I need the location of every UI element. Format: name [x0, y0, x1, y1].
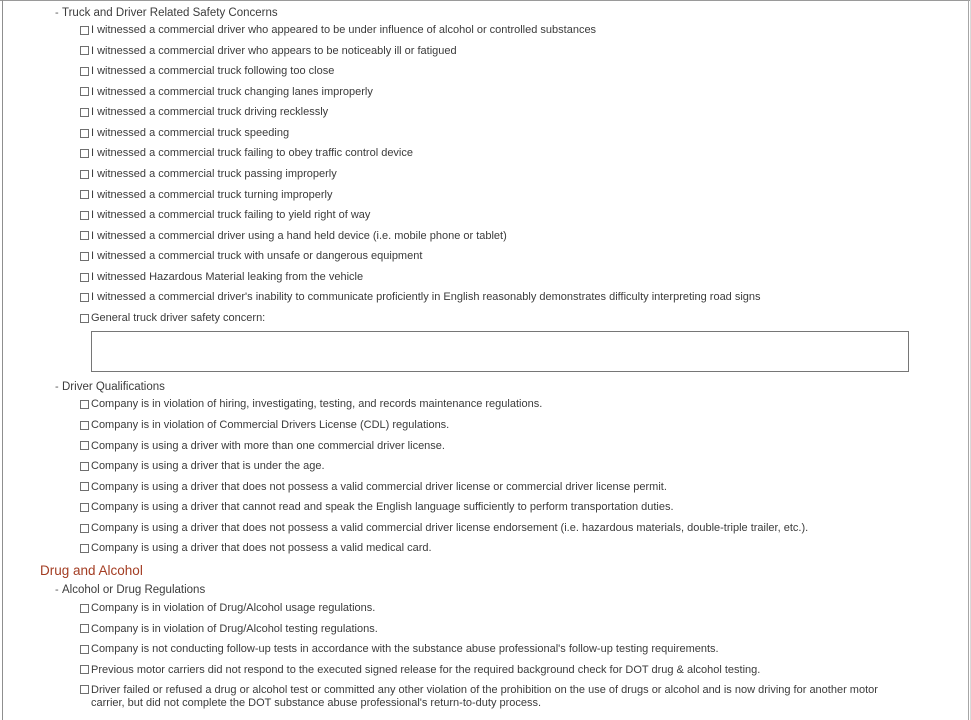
checkbox-label: Company is using a driver with more than one commercial driver license.: [91, 439, 445, 452]
checkbox[interactable]: [80, 544, 89, 553]
checkbox-option: [80, 185, 967, 206]
section-title: Truck and Driver Related Safety Concerns: [62, 6, 278, 19]
collapse-icon[interactable]: -: [55, 584, 59, 597]
checkbox[interactable]: [80, 108, 89, 117]
checkbox[interactable]: [80, 604, 89, 613]
checkbox[interactable]: [80, 482, 89, 491]
checkbox-label: Company is not conducting follow-up tests in accordance with the substance abuse professional's follow-up testing requirements.: [91, 643, 719, 656]
checkbox[interactable]: [80, 129, 89, 138]
checkbox-label: Company is in violation of Drug/Alcohol usage regulations.: [91, 601, 376, 614]
checkbox[interactable]: [80, 273, 89, 282]
section-header-truck-safety[interactable]: [55, 5, 967, 20]
checkbox[interactable]: [80, 462, 89, 471]
checkbox-option: [80, 123, 967, 144]
checkbox-label: I witnessed Hazardous Material leaking from the vehicle: [91, 270, 364, 283]
checkbox-option: [80, 102, 967, 123]
checkbox[interactable]: [80, 67, 89, 76]
checkbox-label: I witnessed a commercial truck following too close: [91, 65, 335, 78]
checkbox[interactable]: [80, 211, 89, 220]
checkbox-option: [80, 436, 967, 457]
checkbox[interactable]: [80, 26, 89, 35]
checkbox[interactable]: [80, 87, 89, 96]
checkbox[interactable]: [80, 665, 89, 674]
checkbox-label: Company is in violation of Drug/Alcohol testing regulations.: [91, 622, 378, 635]
checkbox[interactable]: [80, 231, 89, 240]
checkbox-option: [80, 477, 967, 498]
checkbox-option: [80, 287, 967, 308]
checkbox-option: [80, 660, 967, 681]
checkbox-option: [80, 497, 967, 518]
checkbox-option: [80, 394, 967, 415]
checkbox[interactable]: [80, 252, 89, 261]
checkbox[interactable]: [80, 314, 89, 323]
checkbox[interactable]: [80, 149, 89, 158]
section-title: Driver Qualifications: [62, 380, 165, 393]
general-concern-textarea[interactable]: [91, 331, 909, 372]
checkbox[interactable]: [80, 441, 89, 450]
complaint-form-content: [3, 1, 967, 720]
checkbox-option: [80, 20, 967, 41]
checkbox[interactable]: [80, 645, 89, 654]
checkbox-option: [80, 538, 967, 559]
checkbox-label: Company is in violation of hiring, investigating, testing, and records maintenance regulations.: [91, 398, 543, 411]
checkbox-option: [80, 267, 967, 288]
checkbox-label: Company is in violation of Commercial Drivers License (CDL) regulations.: [91, 419, 450, 432]
checkbox-label: I witnessed a commercial truck changing lanes improperly: [91, 85, 373, 98]
checkbox[interactable]: [80, 293, 89, 302]
checkbox[interactable]: [80, 190, 89, 199]
checkbox-option: [80, 226, 967, 247]
checkbox-label: I witnessed a commercial truck with unsafe or dangerous equipment: [91, 250, 423, 263]
collapse-icon[interactable]: -: [55, 6, 59, 19]
category-heading-drug-and-alcohol: Drug and Alcohol: [40, 563, 143, 579]
checkbox[interactable]: [80, 421, 89, 430]
checkbox[interactable]: [80, 685, 89, 694]
checkbox[interactable]: [80, 400, 89, 409]
checkbox[interactable]: [80, 624, 89, 633]
checkbox-option: [80, 456, 967, 477]
section-header-alcohol-drug-regulations[interactable]: [55, 583, 967, 598]
checkbox-label: Company is using a driver that cannot read and speak the English language sufficiently to perform transportation duties.: [91, 501, 674, 514]
checkbox-label: Company is using a driver that does not possess a valid medical card.: [91, 542, 432, 555]
checkbox-label: Company is using a driver that is under the age.: [91, 460, 325, 473]
checkbox-option: [80, 415, 967, 436]
checkbox-label: General truck driver safety concern:: [91, 311, 266, 324]
checkbox[interactable]: [80, 46, 89, 55]
checkbox-label: I witnessed a commercial truck failing to obey traffic control device: [91, 147, 413, 160]
checkbox-label: I witnessed a commercial driver who appears to be noticeably ill or fatigued: [91, 44, 457, 57]
checkbox-option: [80, 680, 967, 709]
collapse-icon[interactable]: -: [55, 380, 59, 393]
section-title: Alcohol or Drug Regulations: [62, 584, 206, 597]
checkbox-option: [80, 205, 967, 226]
checkbox-label: I witnessed a commercial driver's inability to communicate proficiently in English reasonably demonstrates difficulty interpreting road signs: [91, 291, 761, 304]
checkbox-option: [80, 518, 967, 539]
checkbox-option: [80, 598, 967, 619]
checkbox-label: Company is using a driver that does not possess a valid commercial driver license endorsement (i.e. hazardous materials, double-triple trailer, etc.).: [91, 521, 809, 534]
checkbox[interactable]: [80, 170, 89, 179]
checkbox-option: [80, 82, 967, 103]
panel-right-border: [968, 0, 969, 720]
checkbox-label: I witnessed a commercial truck passing improperly: [91, 167, 337, 180]
checkbox-label: I witnessed a commercial truck turning improperly: [91, 188, 333, 201]
checkbox-label: I witnessed a commercial truck speeding: [91, 126, 290, 139]
checkbox-label: I witnessed a commercial driver using a hand held device (i.e. mobile phone or tablet): [91, 229, 507, 242]
checkbox-option: [80, 308, 967, 329]
checkbox-label: Company is using a driver that does not possess a valid commercial driver license or commercial driver license permit.: [91, 480, 667, 493]
checkbox-option: [80, 246, 967, 267]
section-header-driver-qualifications[interactable]: [55, 379, 967, 394]
checkbox-label: Driver failed or refused a drug or alcohol test or committed any other violation of the prohibition on the use of drugs or alcohol and is now driving for another motor carrier, but did not complete the DOT substance abuse professional's return-to-duty process.: [91, 684, 878, 709]
checkbox-label: I witnessed a commercial driver who appeared to be under influence of alcohol or controlled substances: [91, 24, 597, 37]
checkbox[interactable]: [80, 524, 89, 533]
checkbox-option: [80, 164, 967, 185]
checkbox-option: [80, 143, 967, 164]
checkbox-label: I witnessed a commercial truck driving recklessly: [91, 106, 329, 119]
checkbox-label: Previous motor carriers did not respond to the executed signed release for the required background check for DOT drug & alcohol testing.: [91, 663, 761, 676]
checkbox-option: [80, 639, 967, 660]
checkbox-option: [80, 41, 967, 62]
checkbox[interactable]: [80, 503, 89, 512]
checkbox-option: [80, 61, 967, 82]
checkbox-label: I witnessed a commercial truck failing to yield right of way: [91, 209, 371, 222]
checkbox-option: [80, 619, 967, 640]
